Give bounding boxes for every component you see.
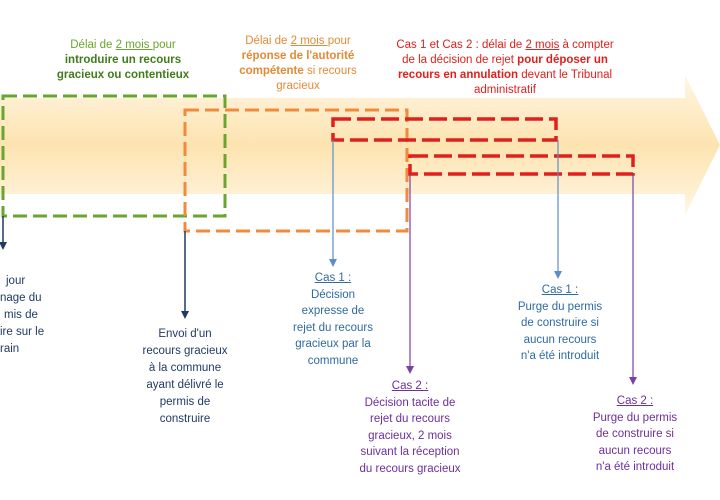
cas2-decision-arrowhead [406,366,414,374]
cas2-purge-line1: Purge du permis [592,411,678,424]
green-underlined: 2 mois [115,39,153,51]
navy-left-line2: nage du [0,292,42,304]
green-bold-line2: gracieux ou contentieux [56,69,190,81]
cas1-decision-line4: gracieux par la [295,338,371,350]
green-suffix: pour [152,39,176,51]
envoi-line6: construire [159,413,211,425]
cas1-purge-arrowhead [554,271,562,279]
cas2-purge-arrowhead [629,377,637,385]
red-line2-bold: pour déposer un [517,54,608,66]
cas2-purge-title: Cas 2 : [616,395,654,407]
cas1-decision-line3: rejet du recours [293,321,373,334]
orange-line2-rest: si recours [303,65,357,77]
envoi-line1: Envoi d'un [158,328,212,340]
orange-prefix: Délai de [245,35,291,47]
envoi-line5: permis de [159,396,211,408]
red-line3-rest: devant le Tribunal [518,69,613,81]
navy-left-line1: jour [6,275,26,287]
red-line1-suffix: à compter [559,39,614,51]
red-line2-prefix: de la décision de rejet [402,54,518,66]
cas1-purge-line4: n'a été introduit [520,350,600,362]
navy-left-line4: ire sur le [0,326,45,338]
navy-left-line5: rain [0,343,20,355]
cas2-decision-line1: Décision tacite de [364,396,456,409]
green-label-line1 [38,38,208,53]
orange-underlined: 2 mois [290,35,328,47]
red-line4: administratif [474,84,536,96]
envoi-line2: recours gracieux [142,345,228,357]
red-period-label [385,38,625,98]
cas1-purge-line3: aucun recours [523,333,597,346]
red-line3-bold: recours en annulation [397,69,519,81]
cas1-decision-arrowhead [329,259,337,267]
envoi-line4: ayant délivré le [146,379,224,391]
green-period-label [38,38,208,83]
green-prefix: Délai de [70,39,116,51]
cas1-purge-label [505,282,615,365]
green-bold-line1: introduire un recours [64,54,182,66]
red-line1-prefix: Cas 1 et Cas 2 : délai de [396,39,526,51]
cas2-decision-line3: gracieux, 2 mois [368,429,452,442]
cas2-decision-title: Cas 2 : [391,380,429,392]
cas2-purge-label [580,393,690,476]
cas2-decision-line5: du recours gracieux [359,462,461,475]
cas2-decision-line2: rejet du recours [370,413,450,425]
cas1-decision-line2: expresse de [301,305,365,317]
cas2-purge-line3: aucun recours [598,444,672,457]
navy-left-line3: mis de [4,309,38,321]
orange-period-label [218,34,378,94]
orange-line3: gracieux [276,80,320,92]
cas1-decision-line1: Décision [310,288,356,301]
cas2-decision-label [345,378,475,477]
envoi-arrowhead [181,311,189,319]
orange-suffix: pour [327,35,351,47]
navy-left-label [0,273,60,358]
orange-bold-line2: compétente [239,65,304,77]
red-line1-underlined: 2 mois [525,39,560,51]
orange-bold-line1: réponse de l'autorité [241,50,355,62]
cas1-decision-label [278,270,388,369]
cas2-purge-line2: de construire si [596,428,674,440]
cas2-decision-line4: suivant la réception [360,446,460,458]
cas2-purge-line4: n'a été introduit [595,461,675,473]
cas1-decision-title: Cas 1 : [314,272,352,284]
cas1-purge-title: Cas 1 : [541,284,579,296]
cas1-purge-line1: Purge du permis [517,300,603,313]
navy-arrowhead [0,242,7,250]
envoi-label [125,326,245,428]
envoi-line3: à la commune [148,362,222,374]
cas1-decision-line5: commune [307,354,359,367]
cas1-purge-line2: de construire si [521,317,599,329]
